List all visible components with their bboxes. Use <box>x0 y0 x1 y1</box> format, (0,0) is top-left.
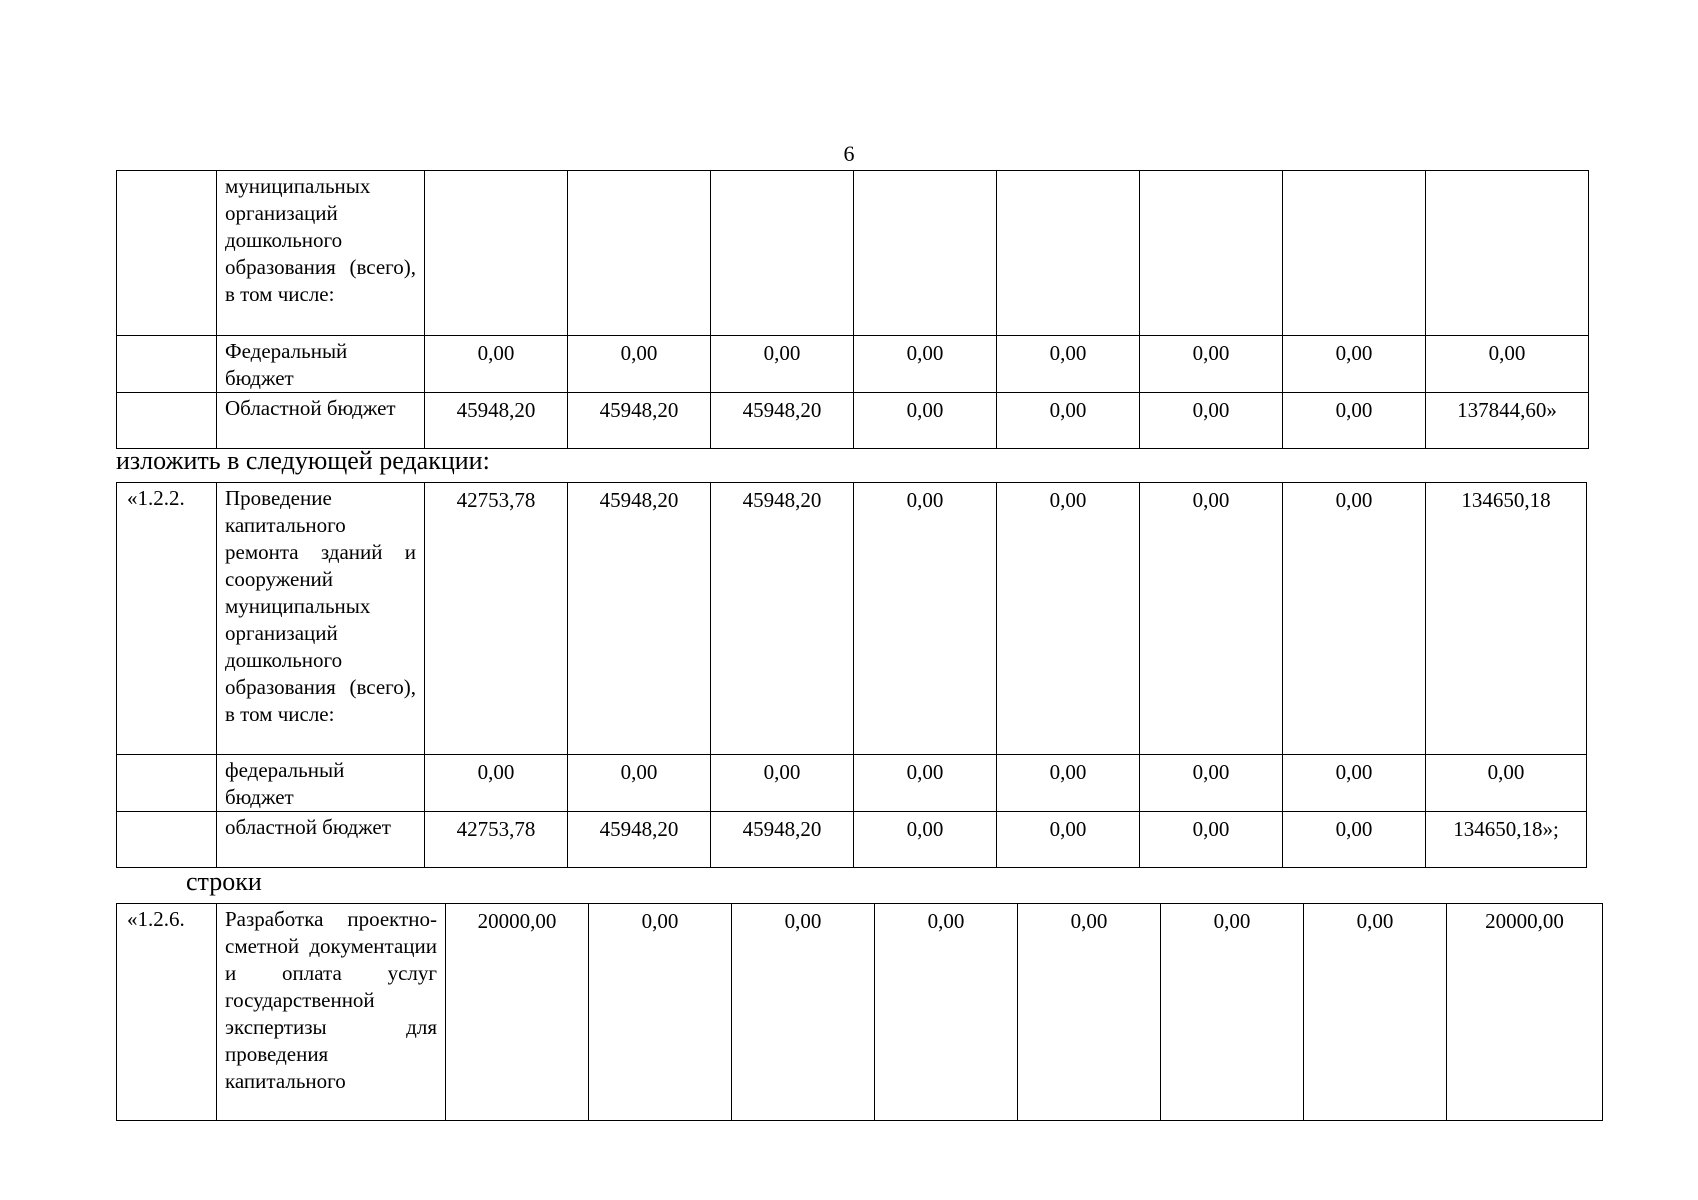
table-row <box>117 755 1587 812</box>
cell-value: 45948,20 <box>711 483 854 755</box>
row-label: Разработка проектно-сметной документации и оплата услуг государственной экспертизы для проведения капитального <box>217 904 446 1121</box>
cell-value <box>568 171 711 336</box>
cell-value: 0,00 <box>1140 483 1283 755</box>
cell-value: 0,00 <box>997 393 1140 449</box>
cell-value: 0,00 <box>1140 755 1283 812</box>
cell-value: 0,00 <box>997 755 1140 812</box>
row-code: «1.2.6. <box>117 904 217 1121</box>
row-code <box>117 393 217 449</box>
row-label: Областной бюджет <box>217 393 425 449</box>
cell-value: 137844,60» <box>1426 393 1589 449</box>
cell-value: 0,00 <box>854 336 997 393</box>
table-row <box>117 336 1589 393</box>
cell-value: 0,00 <box>1283 755 1426 812</box>
cell-value <box>854 171 997 336</box>
budget-table-continuation <box>116 170 1589 449</box>
cell-value <box>1283 171 1426 336</box>
cell-value: 45948,20 <box>568 393 711 449</box>
cell-value: 0,00 <box>997 483 1140 755</box>
cell-value: 0,00 <box>1140 812 1283 868</box>
row-label: областной бюджет <box>217 812 425 868</box>
cell-value: 0,00 <box>854 393 997 449</box>
cell-value: 20000,00 <box>1447 904 1603 1121</box>
budget-table-lines <box>116 903 1603 1121</box>
cell-value: 0,00 <box>425 755 568 812</box>
cell-value: 0,00 <box>854 755 997 812</box>
cell-value: 0,00 <box>1283 483 1426 755</box>
cell-value: 0,00 <box>854 812 997 868</box>
cell-value: 0,00 <box>568 336 711 393</box>
cell-value: 45948,20 <box>711 812 854 868</box>
row-code <box>117 171 217 336</box>
cell-value: 45948,20 <box>568 812 711 868</box>
cell-value <box>1426 171 1589 336</box>
cell-value: 0,00 <box>1018 904 1161 1121</box>
cell-value <box>1140 171 1283 336</box>
table-row <box>117 393 1589 449</box>
cell-value: 0,00 <box>1283 393 1426 449</box>
cell-value: 0,00 <box>711 336 854 393</box>
cell-value: 42753,78 <box>425 483 568 755</box>
budget-table-new-edition <box>116 482 1587 868</box>
cell-value: 0,00 <box>1426 336 1589 393</box>
cell-value <box>997 171 1140 336</box>
row-label: Федеральный бюджет <box>217 336 425 393</box>
cell-value: 0,00 <box>732 904 875 1121</box>
cell-value: 0,00 <box>711 755 854 812</box>
cell-value <box>425 171 568 336</box>
table-row <box>117 171 1589 336</box>
row-label: муниципальных организаций дошкольного образования (всего), в том числе: <box>217 171 425 336</box>
table-row <box>117 483 1587 755</box>
cell-value: 45948,20 <box>711 393 854 449</box>
cell-value: 45948,20 <box>425 393 568 449</box>
cell-value: 134650,18»; <box>1426 812 1587 868</box>
section-heading: изложить в следующей редакции: <box>116 446 490 475</box>
cell-value: 134650,18 <box>1426 483 1587 755</box>
cell-value <box>711 171 854 336</box>
cell-value: 0,00 <box>1140 336 1283 393</box>
cell-value: 0,00 <box>425 336 568 393</box>
cell-value: 0,00 <box>1304 904 1447 1121</box>
cell-value: 0,00 <box>875 904 1018 1121</box>
cell-value: 20000,00 <box>446 904 589 1121</box>
section-heading: строки <box>186 867 262 896</box>
cell-value: 0,00 <box>1283 336 1426 393</box>
table-row <box>117 812 1587 868</box>
cell-value: 0,00 <box>1283 812 1426 868</box>
cell-value: 0,00 <box>1426 755 1587 812</box>
cell-value: 45948,20 <box>568 483 711 755</box>
row-code <box>117 755 217 812</box>
page-number: 6 <box>843 141 855 166</box>
row-code: «1.2.2. <box>117 483 217 755</box>
cell-value: 42753,78 <box>425 812 568 868</box>
cell-value: 0,00 <box>1161 904 1304 1121</box>
cell-value: 0,00 <box>997 812 1140 868</box>
row-code <box>117 336 217 393</box>
row-code <box>117 812 217 868</box>
cell-value: 0,00 <box>1140 393 1283 449</box>
cell-value: 0,00 <box>568 755 711 812</box>
row-label: федеральный бюджет <box>217 755 425 812</box>
cell-value: 0,00 <box>997 336 1140 393</box>
table-row <box>117 904 1603 1121</box>
cell-value: 0,00 <box>589 904 732 1121</box>
cell-value: 0,00 <box>854 483 997 755</box>
row-label: Проведение капитального ремонта зданий и сооружений муниципальных организаций дошкольного образования (всего), в том числе: <box>217 483 425 755</box>
